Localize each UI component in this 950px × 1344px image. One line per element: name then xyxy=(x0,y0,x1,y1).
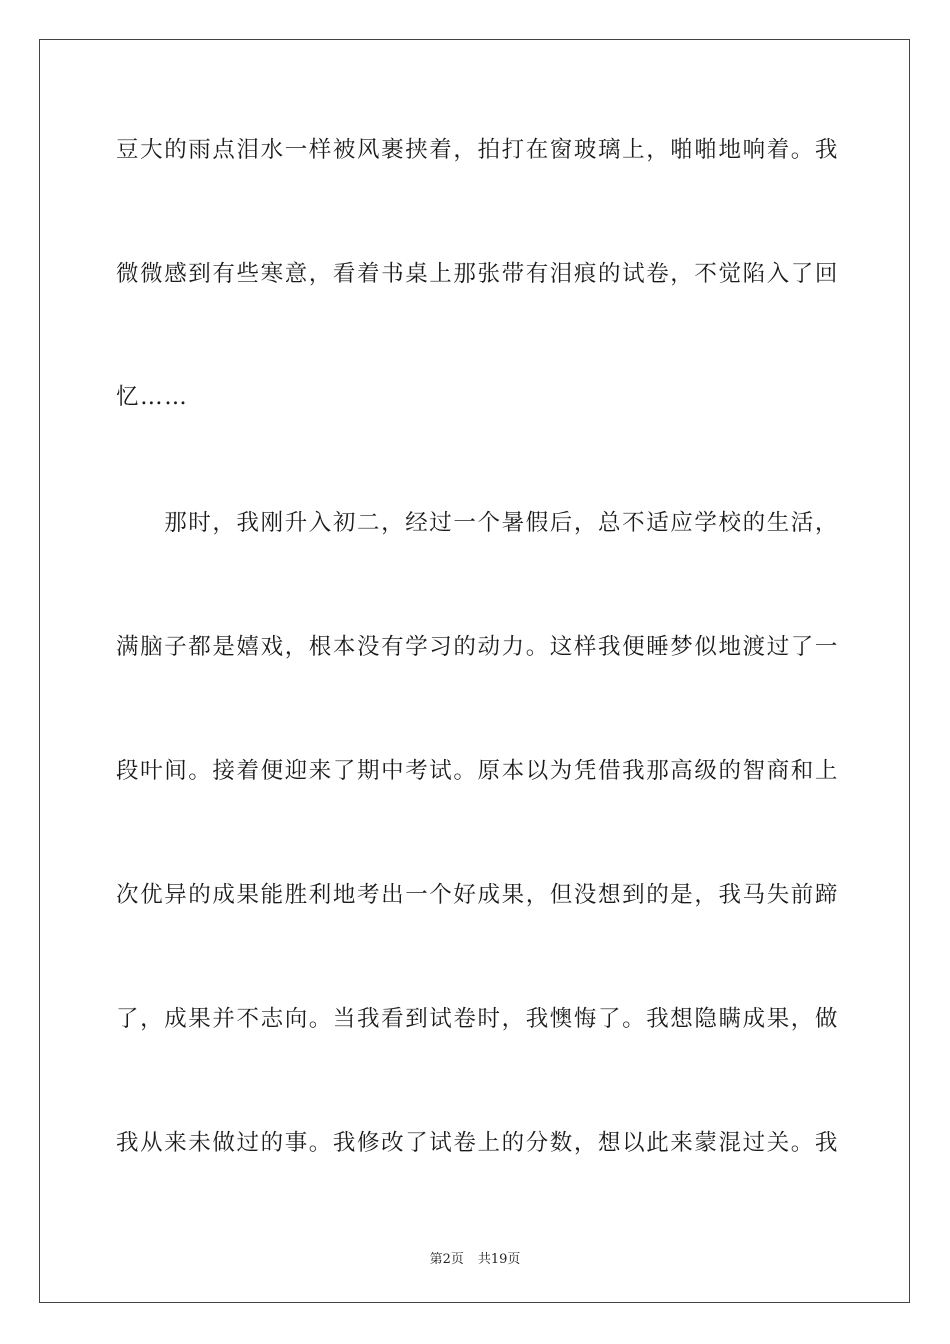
text-line-3: 忆…… xyxy=(116,384,189,410)
text-line-8: 了，成果并不志向。当我看到试卷时，我懊悔了。我想隐瞒成果，做 xyxy=(116,1006,840,1032)
text-line-9: 我从来未做过的事。我修改了试卷上的分数，想以此来蒙混过关。我 xyxy=(116,1130,840,1156)
text-line-6: 段叶间。接着便迎来了期中考试。原本以为凭借我那高级的智商和上 xyxy=(116,758,840,784)
page-footer xyxy=(0,1248,950,1267)
page-border xyxy=(39,39,910,1303)
text-line-1: 豆大的雨点泪水一样被风裹挟着，拍打在窗玻璃上，啪啪地响着。我 xyxy=(116,137,840,163)
page-number: 第2页 xyxy=(429,1252,464,1267)
text-line-7: 次优异的成果能胜利地考出一个好成果，但没想到的是，我马失前蹄 xyxy=(116,882,840,908)
page-total: 共19页 xyxy=(477,1252,521,1267)
text-line-2: 微微感到有些寒意，看着书桌上那张带有泪痕的试卷，不觉陷入了回 xyxy=(116,261,840,287)
text-line-4: 那时，我刚升入初二，经过一个暑假后，总不适应学校的生活， xyxy=(116,510,840,536)
text-line-5: 满脑子都是嬉戏，根本没有学习的动力。这样我便睡梦似地渡过了一 xyxy=(116,634,840,660)
